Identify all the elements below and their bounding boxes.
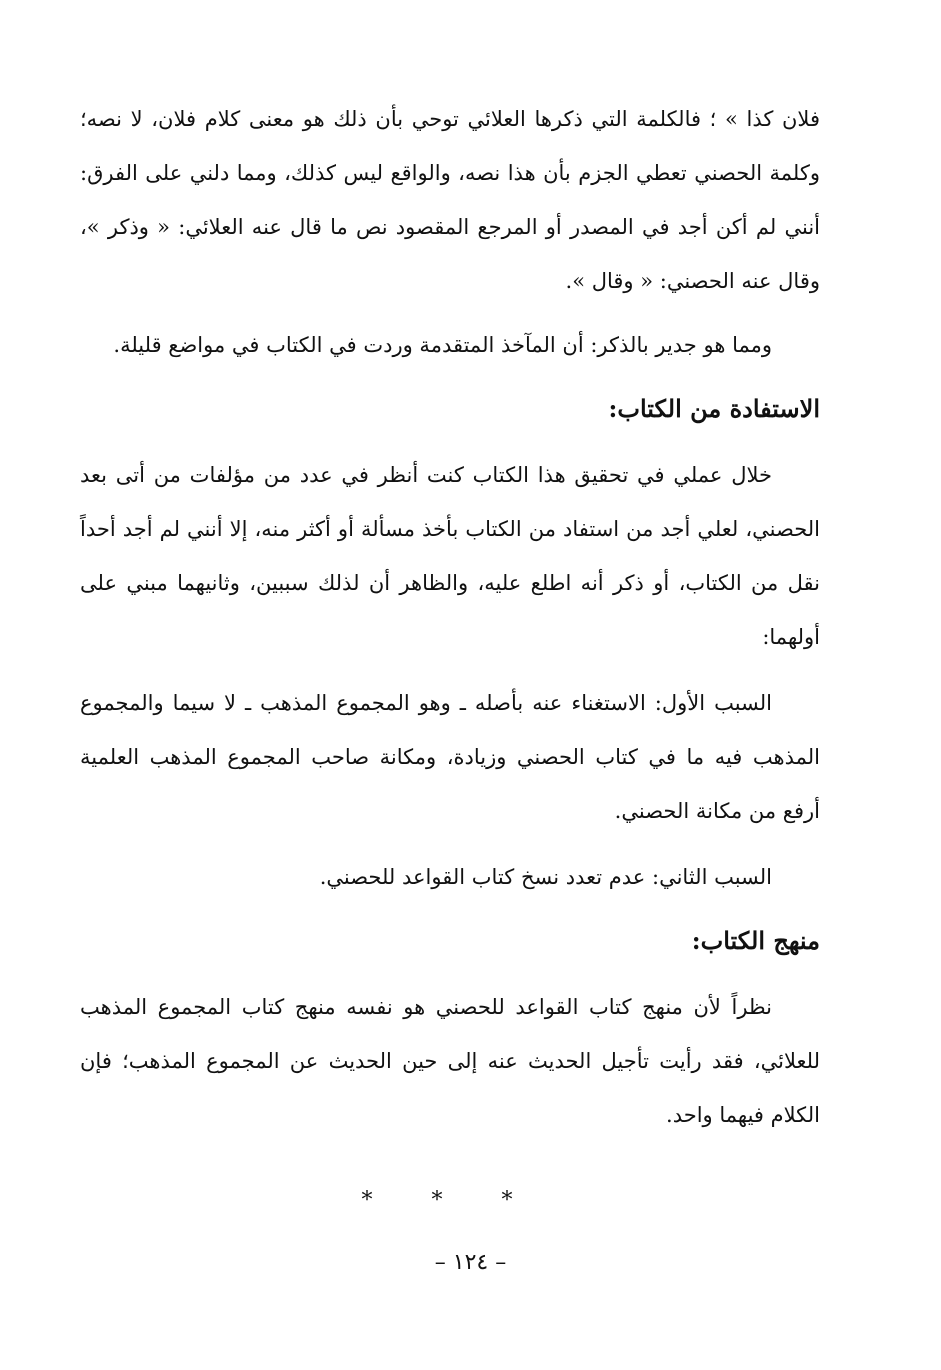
section-heading-benefit: الاستفادة من الكتاب:	[608, 394, 820, 423]
paragraph-first-reason: السبب الأول: الاستغناء عنه بأصله ـ وهو المجموع المذهب ـ لا سيما والمجموع المذهب فيه ما في كتاب الحصني وزيادة، ومكانة صاحب المجموع المذهب العلمية أرفع من مكانة الحصني.	[80, 691, 820, 823]
section-heading-method: منهج الكتاب:	[691, 926, 820, 955]
paragraph-second-reason: السبب الثاني: عدم تعدد نسخ كتاب القواعد للحصني.	[319, 865, 772, 889]
paragraph-benefit: خلال عملي في تحقيق هذا الكتاب كنت أنظر في عدد من مؤلفات من أتى بعد الحصني، لعلي أجد من استفاد من الكتاب بأخذ مسألة أو أكثر منه، إلا أنني لم أجد أحداً نقل من الكتاب، أو ذكر أنه اطلع عليه، والظاهر أن لذلك سببين، وثانيهما مبني على أولهما:	[80, 463, 820, 649]
paragraph-method: نظراً لأن منهج كتاب القواعد للحصني هو نفسه منهج كتاب المجموع المذهب للعلائي، فقد رأيت تأجيل الحديث عنه إلى حين الحديث عن المجموع المذهب؛ فإن الكلام فيهما واحد.	[80, 995, 820, 1127]
section-separator: * * *	[361, 1188, 539, 1213]
paragraph-citation-difference: فلان كذا » ؛ فالكلمة التي ذكرها العلائي توحي بأن ذلك هو معنى كلام فلان، لا نصه؛ وكلمة الحصني تعطي الجزم بأن هذا نصه، والواقع ليس كذلك، ومما دلني على الفرق: أنني لم أكن أجد في المصدر أو المرجع المقصود نص ما قال عنه العلائي: « وذكر »، وقال عنه الحصني: « وقال ».	[80, 107, 820, 293]
page-number: – ١٢٤ –	[434, 1250, 507, 1275]
page-content	[80, 92, 820, 1213]
paragraph-noteworthy: ومما هو جدير بالذكر: أن المآخذ المتقدمة وردت في الكتاب في مواضع قليلة.	[113, 333, 772, 357]
